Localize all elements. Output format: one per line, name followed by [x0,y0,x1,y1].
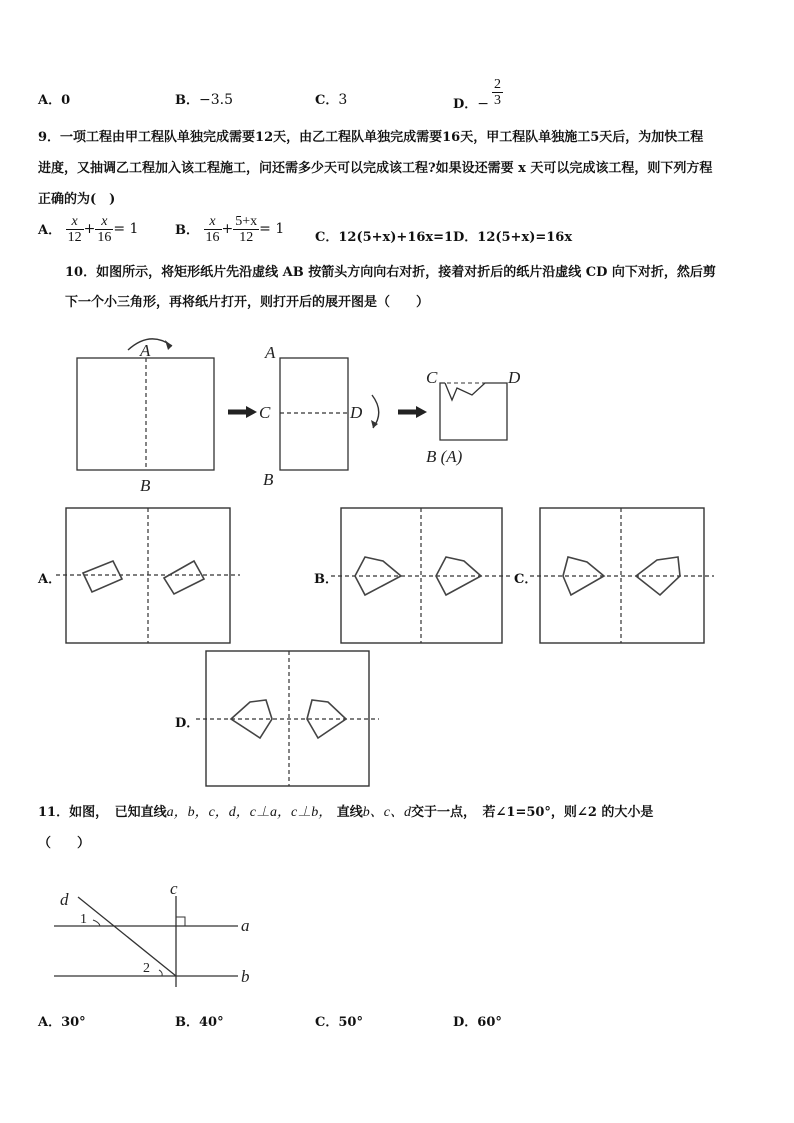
q10-option-b-label[interactable]: B． [314,572,338,587]
label-d-3: D [508,368,521,387]
label-d: d [60,890,69,909]
q9-option-a[interactable]: A． $\frac{x}{12}$ + $\frac{x}{16}$ = 1 [38,214,139,245]
q9-line-3: 正确的为( ) [38,192,116,207]
q11-option-a[interactable]: A．30° [38,1015,86,1030]
q8-option-b[interactable]: B．−3.5 [175,92,233,108]
q9-line-2: 进度，又抽调乙工程加入该工程施工，问还需多少天可以完成该工程?如果设还需要 x 天可以完成该工程，则下列方程 [38,161,713,176]
q10-line-2: 下一个小三角形，再将纸片打开，则打开后的展开图是（ ） [65,295,430,310]
label-a-1: A [140,341,151,360]
q10-option-a-label[interactable]: A． [38,572,62,587]
label-b-2: B [263,470,274,489]
q9-option-c[interactable]: C．12(5+x)+16x=1 [315,230,454,245]
q8-option-a[interactable]: A．0 [38,93,71,108]
q9-line-1: 9．一项工程由甲工程队单独完成需要12天，由乙工程队单独完成需要16天，甲工程队单独施工5天后，为加快工程 [38,130,704,145]
q10-option-d-label[interactable]: D． [175,716,200,731]
q11-option-c[interactable]: C．50° [315,1015,363,1030]
q11-option-d[interactable]: D．60° [453,1015,502,1030]
label-c-2: C [259,403,271,422]
label-c-3: C [426,368,438,387]
label-a: a [241,916,250,935]
label-c: c [170,879,178,898]
label-b: b [241,967,250,986]
q11-line-2: （ ） [38,836,91,851]
angle-1-label: 1 [80,912,87,927]
q9-option-d[interactable]: D．12(5+x)=16x [453,230,573,245]
q9-option-b[interactable]: B． $\frac{x}{16}$ + $\frac{5+x}{12}$ = 1 [175,214,285,245]
label-b-1: B [140,476,151,495]
label-ba-3: B (A) [426,447,463,466]
q8-option-d[interactable]: D．− $\frac{2}{3}$ [453,77,502,112]
q10-option-c-label[interactable]: C． [514,572,538,587]
q11-line-1: 11．如图， 已知直线a，b，c，d，c⊥a，c⊥b， 直线b、c、d交于一点， 若∠1=50°，则∠2 的大小是 [38,805,654,820]
q11-option-b[interactable]: B．40° [175,1015,224,1030]
q8-option-c[interactable]: C．3 [315,92,348,108]
label-d-2: D [350,403,363,422]
label-a-2: A [265,343,276,362]
angle-2-label: 2 [143,961,150,976]
q10-line-1: 10．如图所示，将矩形纸片先沿虚线 AB 按箭头方向向右对折，接着对折后的纸片沿虚线 CD 向下对折，然后剪 [65,265,716,280]
